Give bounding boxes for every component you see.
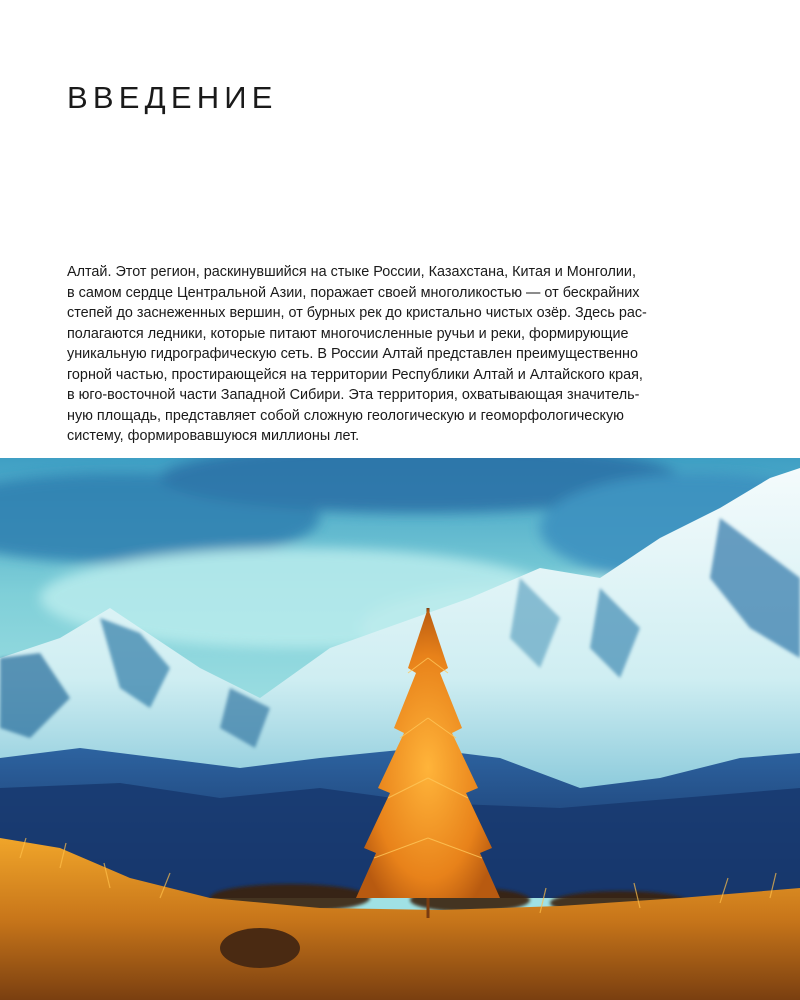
- paragraph-line: Алтай. Этот регион, раскинувшийся на стыке России, Казахстана, Китая и Монголии,: [67, 264, 636, 280]
- page-title: ВВЕДЕНИЕ: [67, 80, 278, 115]
- paragraph-line: уникальную гидрографическую сеть. В России Алтай представлен преимущественно: [67, 346, 639, 362]
- paragraph-line: в юго-восточной части Западной Сибири. Эта территория, охватывающая значитель-: [67, 387, 640, 403]
- paragraph-line: в самом сердце Центральной Азии, поражает своей многоликостью — от бескрайних: [67, 284, 640, 301]
- paragraph-line: степей до заснеженных вершин, от бурных рек до кристально чистых озёр. Здесь рас-: [67, 305, 647, 321]
- altai-landscape-photo: [0, 458, 800, 1000]
- paragraph-line: систему, формировавшуюся миллионы лет.: [67, 428, 360, 444]
- paragraph-line: ную площадь, представляет собой сложную геологическую и геоморфологическую: [67, 407, 624, 424]
- paragraph-line: полагаются ледники, которые питают многочисленные ручьи и реки, формирующие: [67, 325, 629, 342]
- paragraph-line: горной частью, простирающейся на территории Республики Алтай и Алтайского края,: [67, 366, 643, 383]
- intro-paragraph: [67, 262, 707, 447]
